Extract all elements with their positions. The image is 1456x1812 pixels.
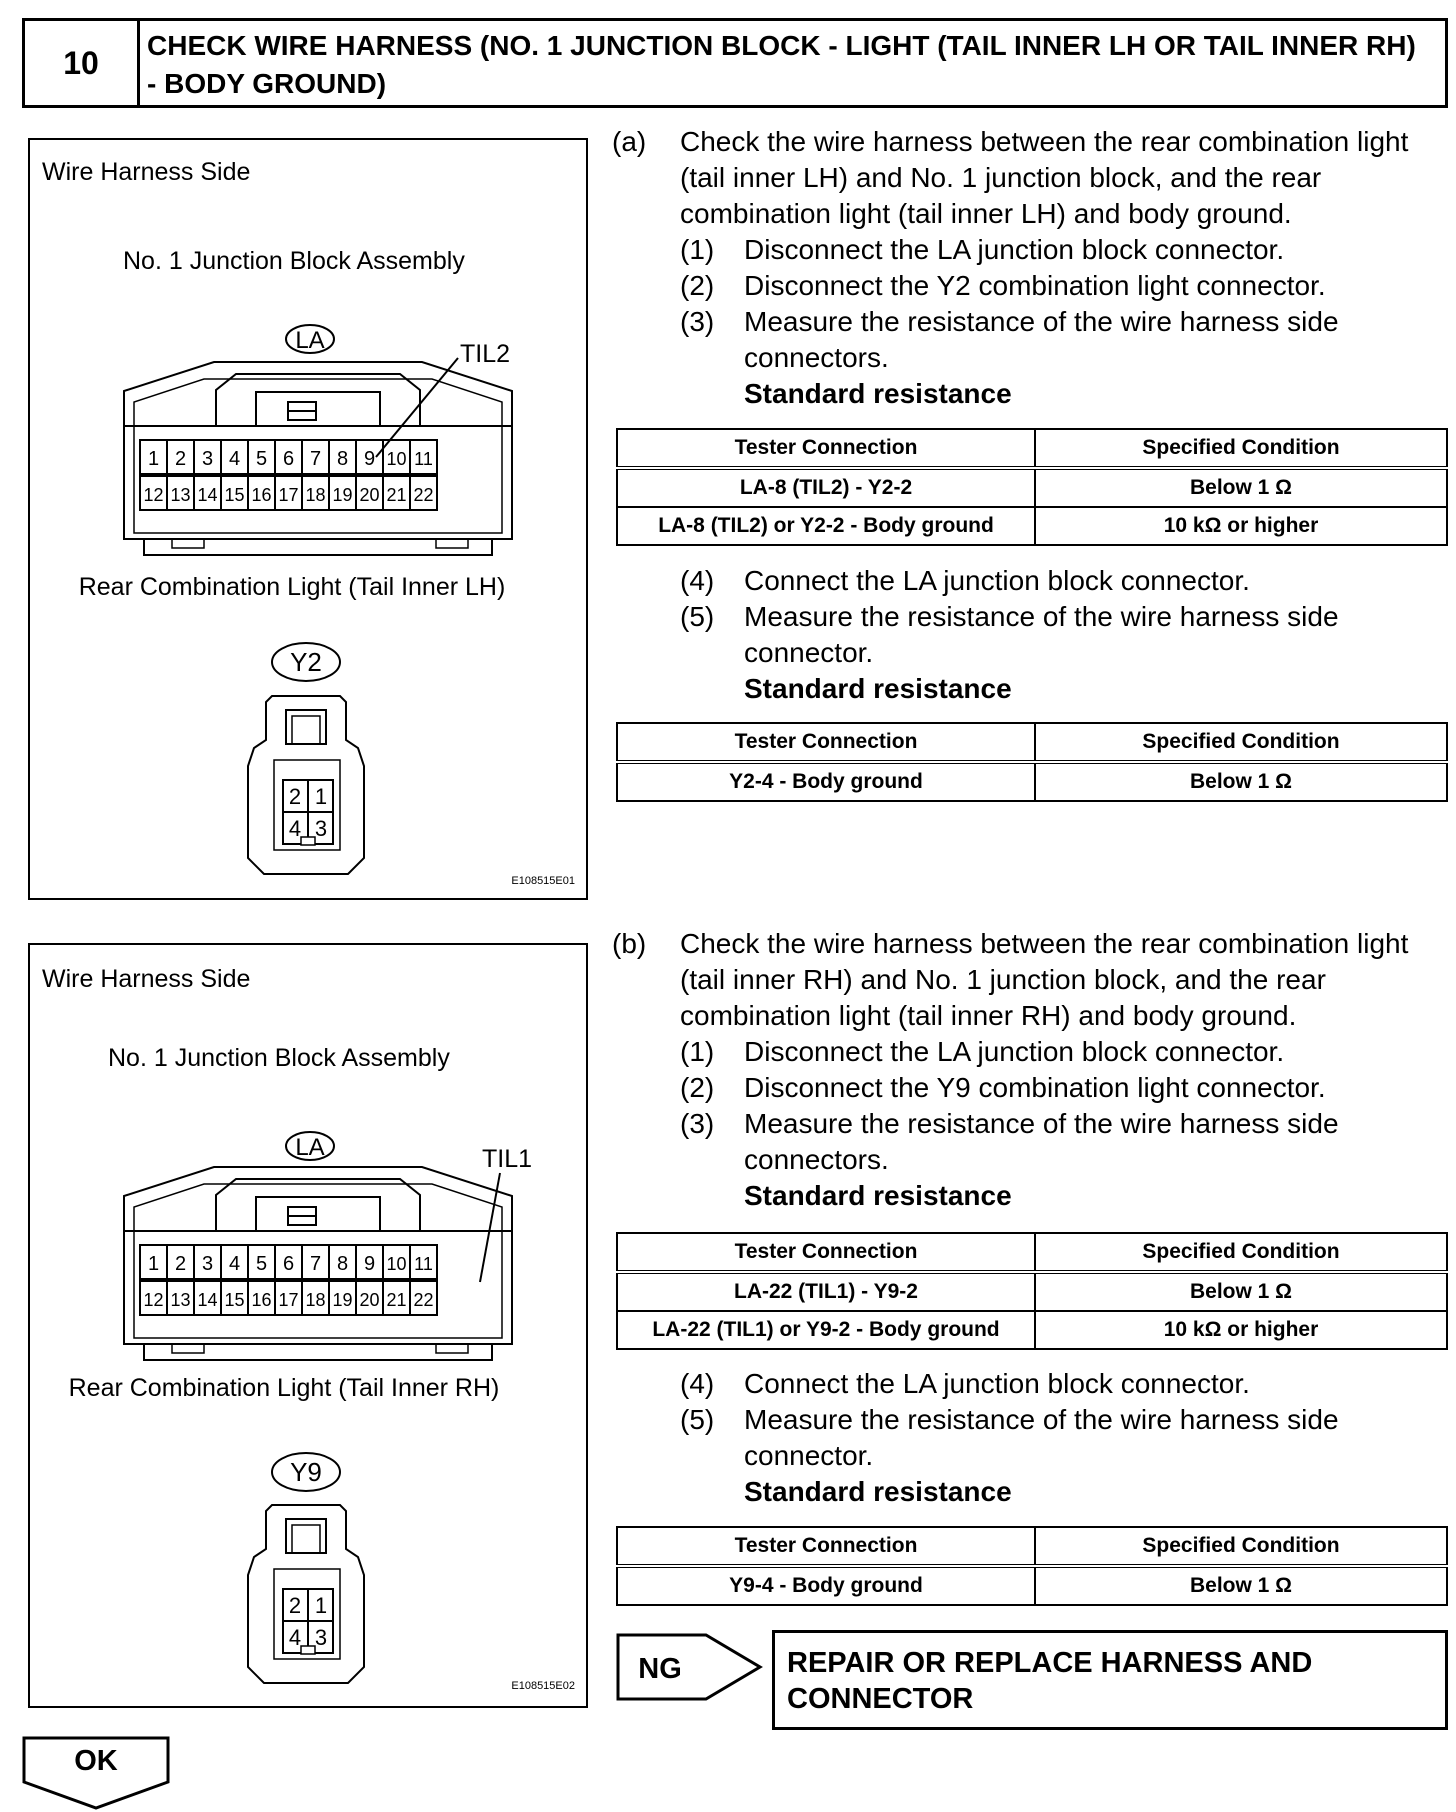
figure-a-pin-number: 12 (143, 485, 164, 505)
table-cell: 10 kΩ or higher (1035, 507, 1447, 545)
table-row (617, 468, 1447, 507)
table-header: Specified Condition (1035, 1233, 1447, 1272)
step-b-text: Check the wire harness between the rear combination light (tail inner RH) and No. 1 junction block, and the rear combination light (tail inner RH) and body ground. (680, 928, 1409, 1031)
table-header: Tester Connection (617, 1233, 1035, 1272)
step-title: CHECK WIRE HARNESS (NO. 1 JUNCTION BLOCK - LIGHT (TAIL INNER LH OR TAIL INNER RH) - BODY GROUND) (147, 30, 1416, 99)
table-cell: LA-22 (TIL1) or Y9-2 - Body ground (617, 1311, 1035, 1349)
ng-action-box (772, 1630, 1448, 1730)
table-row (617, 1272, 1447, 1311)
figure-b-light-title: Rear Combination Light (Tail Inner RH) (68, 1374, 500, 1402)
figure-a-block-connector-label: LA (295, 327, 325, 354)
substep-text: Disconnect the LA junction block connector. (744, 234, 1285, 265)
figure-a-pin-number: 10 (386, 449, 407, 469)
figure-b-pin-number: 15 (224, 1290, 245, 1310)
substep-number: (3) (680, 306, 715, 337)
step-a-text: Check the wire harness between the rear combination light (tail inner LH) and No. 1 junction block, and the rear combination light (tail inner LH) and body ground. (680, 126, 1409, 229)
step-b-substep (680, 1106, 1452, 1178)
substep-number: (2) (680, 270, 715, 301)
table-row (617, 1311, 1447, 1349)
substep-text: Measure the resistance of the wire harness side connectors. (744, 1108, 1339, 1175)
figure-a-pin-number: 22 (413, 485, 434, 505)
table-header: Tester Connection (617, 429, 1035, 468)
figure-b-y-connector (248, 1505, 364, 1683)
figure-a-pin-number: 21 (386, 485, 407, 505)
figure-b-y-pin: 4 (288, 1625, 302, 1650)
figure-b-pin-number: 7 (309, 1253, 322, 1275)
figure-b-pin-number: 22 (413, 1290, 434, 1310)
figure-b-pin-number: 21 (386, 1290, 407, 1310)
substep-number: (5) (680, 1404, 715, 1435)
step-number: 10 (25, 21, 140, 105)
substep-text: Measure the resistance of the wire harness side connectors. (744, 306, 1339, 373)
figure-a-pin-number: 14 (197, 485, 218, 505)
ng-label: NG (638, 1653, 682, 1685)
step-b-label: (b) (612, 928, 647, 959)
figure-b-drawing (30, 945, 586, 1706)
figure-a-light-connector-label: Y2 (290, 647, 322, 677)
figure-b-pin-number: 14 (197, 1290, 218, 1310)
figure-a-drawing (30, 140, 586, 898)
spec-table-b1 (616, 1232, 1448, 1350)
figure-a-pin-number: 8 (336, 448, 349, 470)
figure-b-pin-number: 19 (332, 1290, 353, 1310)
table-header: Tester Connection (617, 1527, 1035, 1566)
figure-a-pin-number: 1 (147, 448, 160, 470)
step-a (612, 124, 1452, 412)
figure-a-block-title: No. 1 Junction Block Assembly (123, 247, 465, 275)
figure-a-pin-number: 11 (414, 449, 433, 469)
figure-a-pin-number: 18 (305, 485, 326, 505)
figure-a-pin-number: 16 (251, 485, 272, 505)
figure-a-y-connector (248, 696, 364, 874)
figure-a-side-label: Wire Harness Side (42, 158, 251, 186)
ng-action-text: REPAIR OR REPLACE HARNESS AND CONNECTOR (787, 1647, 1313, 1715)
figure-a-light-title: Rear Combination Light (Tail Inner LH) (78, 573, 506, 601)
step-b-substep (680, 1366, 1452, 1402)
figure-b-pin-number: 17 (278, 1290, 299, 1310)
standard-resistance-label: Standard resistance (744, 378, 1012, 409)
step-b (612, 926, 1452, 1214)
table-row (617, 1566, 1447, 1605)
step-b-continued (612, 1366, 1452, 1510)
figure-b-pin-number: 18 (305, 1290, 326, 1310)
figure-b-side-label: Wire Harness Side (42, 965, 251, 993)
table-cell: Y9-4 - Body ground (617, 1566, 1035, 1605)
substep-text: Measure the resistance of the wire harness side connector. (744, 1404, 1339, 1471)
table-cell: LA-8 (TIL2) - Y2-2 (617, 468, 1035, 507)
spec-table-a1 (616, 428, 1448, 546)
substep-number: (1) (680, 234, 715, 265)
figure-b-pin-number: 16 (251, 1290, 272, 1310)
table-cell: LA-22 (TIL1) - Y9-2 (617, 1272, 1035, 1311)
table-cell: Y2-4 - Body ground (617, 762, 1035, 801)
figure-a-pin-number: 2 (174, 448, 187, 470)
figure-b-pin-number: 1 (147, 1253, 160, 1275)
figure-b-pin-number: 4 (228, 1253, 241, 1275)
step-a-substep (680, 304, 1452, 376)
table-header: Specified Condition (1035, 1527, 1447, 1566)
table-header: Specified Condition (1035, 429, 1447, 468)
spec-table-b2 (616, 1526, 1448, 1606)
figure-b-pin-number: 8 (336, 1253, 349, 1275)
ng-arrow (616, 1633, 766, 1703)
table-cell: 10 kΩ or higher (1035, 1311, 1447, 1349)
step-b-substep (680, 1034, 1452, 1070)
figure-b-pin-number: 9 (363, 1253, 376, 1275)
figure-b-light-connector-label: Y9 (290, 1457, 322, 1487)
standard-resistance-label: Standard resistance (744, 673, 1012, 704)
figure-a-pin-number: 3 (201, 448, 214, 470)
figure-b-pin-number: 10 (386, 1254, 407, 1274)
step-a-substep (680, 599, 1452, 671)
substep-text: Measure the resistance of the wire harness side connector. (744, 601, 1339, 668)
figure-b-pin-number: 5 (255, 1253, 268, 1275)
figure-b-pin-number: 6 (282, 1253, 295, 1275)
figure-a-pin-number: 15 (224, 485, 245, 505)
figure-a-pin-number: 5 (255, 448, 268, 470)
table-cell: Below 1 Ω (1035, 1272, 1447, 1311)
figure-b-pin-number: 13 (170, 1290, 191, 1310)
figure-a-pin-number: 19 (332, 485, 353, 505)
table-cell: Below 1 Ω (1035, 762, 1447, 801)
substep-text: Connect the LA junction block connector. (744, 565, 1250, 596)
figure-a-pin-number: 9 (363, 448, 376, 470)
step-a-continued (612, 563, 1452, 707)
step-header (22, 18, 1448, 108)
step-a-substep (680, 232, 1452, 268)
table-header: Specified Condition (1035, 723, 1447, 762)
figure-b-block-connector-label: LA (295, 1134, 325, 1161)
figure-a-y-pin: 2 (288, 784, 302, 809)
table-row (617, 762, 1447, 801)
figure-a-terminal-leader (376, 358, 458, 457)
figure-b-y-pin: 3 (314, 1625, 328, 1650)
step-a-substep (680, 563, 1452, 599)
substep-number: (1) (680, 1036, 715, 1067)
figure-a-y-pin: 3 (314, 816, 328, 841)
figure-b-id: E108515E02 (511, 1680, 575, 1692)
figure-b-y-pin: 1 (314, 1593, 328, 1618)
figure-b-pin-number: 12 (143, 1290, 164, 1310)
figure-a-y-pin: 4 (288, 816, 302, 841)
ok-label: OK (74, 1745, 118, 1777)
figure-a-pin-number: 17 (278, 485, 299, 505)
substep-number: (5) (680, 601, 715, 632)
spec-table-a2 (616, 722, 1448, 802)
figure-a (28, 138, 588, 900)
table-row (617, 507, 1447, 545)
substep-text: Disconnect the Y2 combination light connector. (744, 270, 1326, 301)
figure-a-terminal-label: TIL2 (460, 340, 511, 368)
standard-resistance-label: Standard resistance (744, 1180, 1012, 1211)
table-cell: Below 1 Ω (1035, 468, 1447, 507)
figure-a-y-pin: 1 (314, 784, 328, 809)
figure-b-pin-number: 2 (174, 1253, 187, 1275)
figure-b-y-pin: 2 (288, 1593, 302, 1618)
substep-number: (3) (680, 1108, 715, 1139)
step-a-substep (680, 268, 1452, 304)
figure-b-terminal-label: TIL1 (482, 1145, 533, 1173)
figure-b-block-title: No. 1 Junction Block Assembly (108, 1044, 450, 1072)
substep-number: (4) (680, 565, 715, 596)
table-header: Tester Connection (617, 723, 1035, 762)
figure-a-pin-number: 20 (359, 485, 380, 505)
figure-b (28, 943, 588, 1708)
step-b-substep (680, 1070, 1452, 1106)
figure-b-pin-number: 20 (359, 1290, 380, 1310)
substep-text: Connect the LA junction block connector. (744, 1368, 1250, 1399)
figure-a-id: E108515E01 (511, 875, 575, 887)
figure-a-pin-number: 6 (282, 448, 295, 470)
table-cell: LA-8 (TIL2) or Y2-2 - Body ground (617, 507, 1035, 545)
substep-text: Disconnect the Y9 combination light connector. (744, 1072, 1326, 1103)
substep-number: (2) (680, 1072, 715, 1103)
figure-a-pin-number: 13 (170, 485, 191, 505)
step-b-substep (680, 1402, 1452, 1474)
figure-a-pin-number: 4 (228, 448, 241, 470)
figure-b-pin-number: 3 (201, 1253, 214, 1275)
substep-text: Disconnect the LA junction block connector. (744, 1036, 1285, 1067)
substep-number: (4) (680, 1368, 715, 1399)
table-cell: Below 1 Ω (1035, 1566, 1447, 1605)
figure-a-pin-number: 7 (309, 448, 322, 470)
figure-b-pin-number: 11 (414, 1254, 433, 1274)
step-a-label: (a) (612, 126, 647, 157)
standard-resistance-label: Standard resistance (744, 1476, 1012, 1507)
ok-arrow (22, 1736, 172, 1810)
